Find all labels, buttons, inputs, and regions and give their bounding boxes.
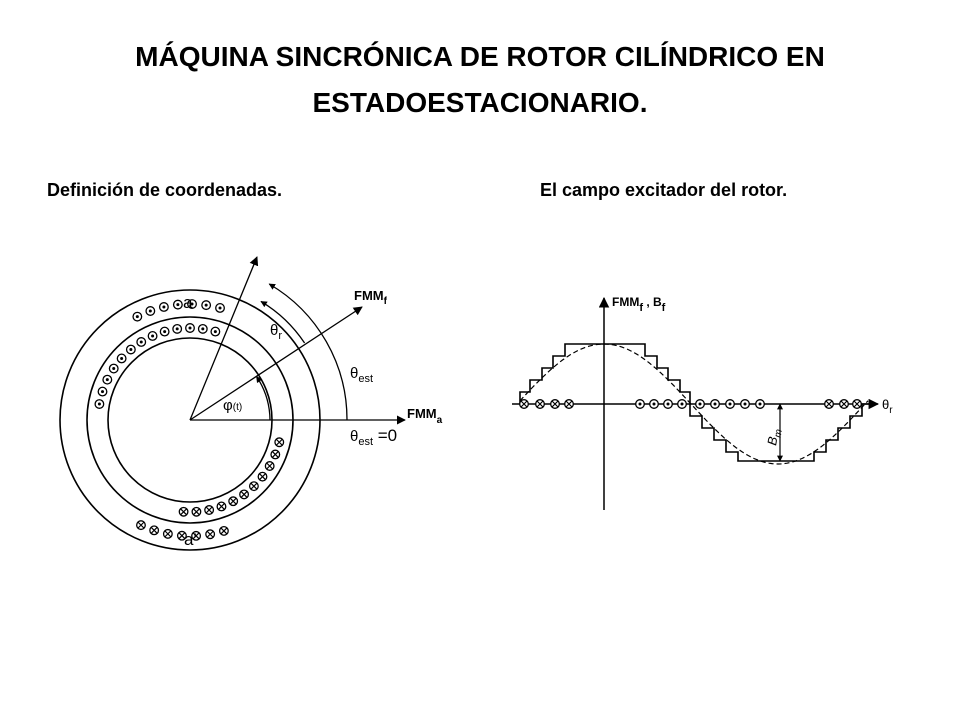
axis-conductor-cross — [825, 400, 834, 409]
axis-conductor-dot — [741, 400, 750, 409]
rotor-conductor-dot — [211, 327, 220, 336]
fmm-f-label: $FMM_f$ — [354, 288, 387, 307]
rotor-conductor-dot — [137, 338, 146, 347]
rotor-conductor-dot — [98, 387, 107, 396]
rotor-conductor-cross — [179, 507, 188, 516]
theta-est-arc — [269, 284, 347, 420]
rotor-conductor-cross — [217, 502, 226, 511]
axis-conductor-cross — [520, 400, 529, 409]
stator-conductor-dot — [174, 300, 183, 309]
stator-conductor-dot — [146, 307, 155, 316]
rotor-conductor-dot — [199, 325, 208, 334]
stator-conductor-dot — [202, 301, 211, 310]
theta-est-zero-label: $\theta_{est} =0$ — [350, 426, 398, 448]
phase-a-label: a — [183, 293, 193, 312]
theta-r-label: $\theta_r$ — [270, 322, 283, 342]
x-axis-label: $\theta_r$ — [882, 397, 893, 416]
axis-conductor-dot — [650, 400, 659, 409]
axis-conductor-dot — [696, 400, 705, 409]
rotor-conductor-dot — [117, 354, 126, 363]
rotor-conductor-dot — [173, 325, 182, 334]
axis-conductor-dot — [678, 400, 687, 409]
rotor-conductor-cross — [205, 506, 214, 515]
bm-label: $B_m$ — [764, 428, 785, 447]
rotor-conductor-cross — [275, 438, 284, 447]
rotor-conductor-dot — [127, 345, 136, 354]
stator-conductor-dot — [133, 312, 142, 321]
theta-est-label: $\theta_{est}$ — [350, 365, 374, 385]
rotor-conductor-dot — [148, 332, 157, 341]
rotor-conductor-dot — [186, 324, 195, 333]
rotor-conductor-dot — [109, 364, 118, 373]
axis-conductor-dot — [636, 400, 645, 409]
slide-title: MÁQUINA SINCRÓNICA DE ROTOR CILÍNDRICO EN ESTADOESTACIONARIO. — [135, 41, 825, 118]
rotor-conductor-dot — [95, 400, 104, 409]
axis-conductor-cross — [536, 400, 545, 409]
subtitle-rotor-field: El campo excitador del rotor. — [540, 180, 788, 200]
stator-conductor-cross — [150, 526, 159, 535]
axis-conductor-cross — [853, 400, 862, 409]
stator-conductor-cross — [206, 530, 215, 539]
stator-conductor-dot — [160, 303, 169, 312]
stator-conductor-dot — [216, 304, 225, 313]
stator-conductor-cross — [220, 527, 229, 536]
coordinate-diagram — [60, 257, 443, 550]
subtitle-coordinates: Definición de coordenadas. — [47, 180, 283, 200]
phi-label: φ(t) — [223, 397, 243, 414]
axis-conductor-cross — [551, 400, 560, 409]
rotor-conductor-cross — [265, 462, 274, 471]
axis-conductor-dot — [726, 400, 735, 409]
stator-conductor-cross — [137, 521, 146, 530]
y-axis-label: FMMf , Bf — [612, 295, 666, 314]
rotor-field-diagram — [512, 295, 893, 510]
rotor-conductor-cross — [229, 497, 238, 506]
stator-conductor-cross — [164, 530, 173, 539]
axis-conductor-dot — [711, 400, 720, 409]
axis-conductor-dot — [756, 400, 765, 409]
axis-conductor-cross — [840, 400, 849, 409]
rotor-conductor-cross — [192, 507, 201, 516]
rotor-conductor-dot — [103, 375, 112, 384]
rotor-conductor-cross — [240, 490, 249, 499]
rotor-conductor-cross — [271, 450, 280, 459]
axis-conductor-cross — [565, 400, 574, 409]
rotor-conductor-cross — [250, 482, 259, 491]
rotor-conductor-cross — [258, 472, 267, 481]
phase-a-prime-label: a' — [184, 530, 197, 549]
theta-r-arc — [261, 301, 305, 343]
fmm-a-label: $FMM_a$ — [407, 406, 443, 426]
axis-conductor-dot — [664, 400, 673, 409]
rotor-conductor-dot — [160, 327, 169, 336]
